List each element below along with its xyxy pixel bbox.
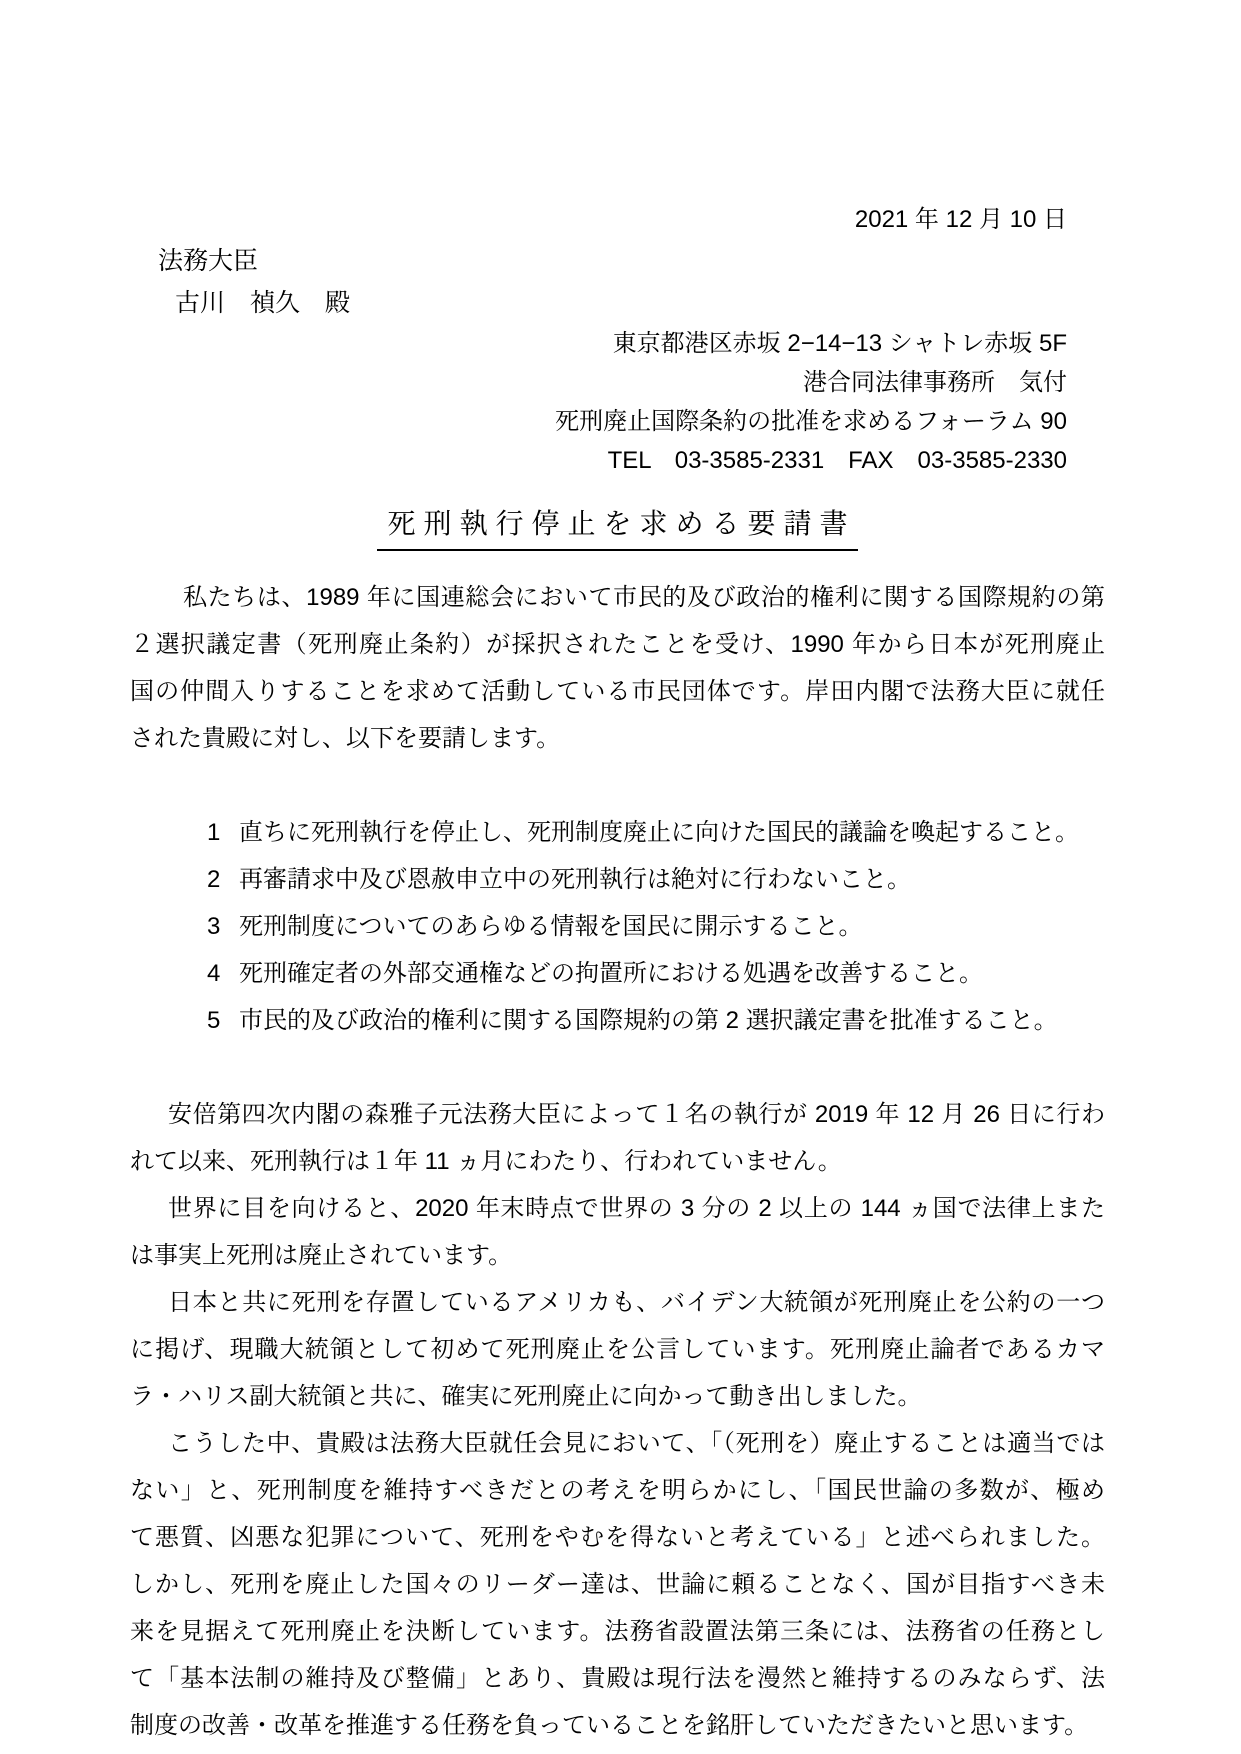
document-title: 死刑執行停止を求める要請書	[377, 504, 857, 551]
paragraph-line: 世界に目を向けると、2020 年末時点で世界の 3 分の 2 以上の 144 ヵ国で法律上また	[168, 1195, 1105, 1222]
sender-line: TEL 03-3585-2331 FAX 03-3585-2330	[607, 447, 1067, 474]
request-item	[130, 809, 1105, 856]
paragraph-line: 日本と共に死刑を存置しているアメリカも、バイデン大統領が死刑廃止を公約の一つ	[168, 1289, 1105, 1316]
paragraph-line: に掲げ、現職大統領として初めて死刑廃止を公言しています。死刑廃止論者であるカマ	[130, 1336, 1105, 1363]
request-text: 直ちに死刑執行を停止し、死刑制度廃止に向けた国民的議論を喚起すること。	[239, 819, 1079, 846]
sender-line: 港合同法律事務所 気付	[803, 369, 1067, 396]
letter-date: 2021 年 12 月 10 日	[854, 206, 1067, 233]
paragraph-line: ラ・ハリス副大統領と共に、確実に死刑廃止に向かって動き出しました。	[130, 1383, 922, 1410]
paragraph-line: ない」と、死刑制度を維持すべきだとの考えを明らかにし、「国民世論の多数が、極め	[130, 1477, 1105, 1504]
request-item	[130, 903, 1105, 950]
paragraph-line: こうした中、貴殿は法務大臣就任会見において、「（死刑を）廃止することは適当では	[168, 1430, 1105, 1457]
paragraph-line: 国の仲間入りすることを求めて活動している市民団体です。岸田内閣で法務大臣に就任	[130, 678, 1105, 705]
request-text: 市民的及び政治的権利に関する国際規約の第 2 選択議定書を批准すること。	[239, 1007, 1058, 1034]
paragraph-line: て「基本法制の維持及び整備」とあり、貴殿は現行法を漫然と維持するのみならず、法	[130, 1665, 1105, 1692]
recipient-name: 古川 禎久 殿	[175, 289, 351, 317]
paragraph-line: て悪質、凶悪な犯罪について、死刑をやむを得ないと考えている」と述べられました。	[130, 1524, 1105, 1551]
paragraph-line: 来を見据えて死刑廃止を決断しています。法務省設置法第三条には、法務省の任務とし	[130, 1618, 1105, 1645]
paragraph-line: された貴殿に対し、以下を要請します。	[130, 725, 561, 752]
sender-line: 東京都港区赤坂 2−14−13 シャトレ赤坂 5F	[612, 330, 1067, 357]
request-number: 2	[207, 866, 221, 893]
request-number: 5	[207, 1007, 221, 1034]
request-item	[130, 950, 1105, 997]
paragraph-executions	[130, 1091, 1105, 1185]
sender-address-block	[130, 324, 1105, 480]
request-text: 死刑制度についてのあらゆる情報を国民に開示すること。	[239, 913, 863, 940]
request-number: 4	[207, 960, 221, 987]
request-item	[130, 997, 1105, 1044]
sender-line: 死刑廃止国際条約の批准を求めるフォーラム 90	[555, 408, 1067, 435]
paragraph-usa	[130, 1279, 1105, 1420]
request-number: 1	[207, 819, 221, 846]
paragraph-line: 安倍第四次内閣の森雅子元法務大臣によって１名の執行が 2019 年 12 月 26 日に行わ	[168, 1101, 1105, 1128]
paragraph-line: 制度の改善・改革を推進する任務を負っていることを銘肝していただきたいと思います。	[130, 1712, 1089, 1739]
blank-line	[130, 1044, 1105, 1091]
recipient-title: 法務大臣	[158, 247, 259, 275]
paragraph-line: は事実上死刑は廃止されています。	[130, 1242, 513, 1269]
request-text: 再審請求中及び恩赦申立中の死刑執行は絶対に行わないこと。	[239, 866, 911, 893]
request-item	[130, 856, 1105, 903]
request-list	[130, 809, 1105, 1044]
blank-line	[130, 762, 1105, 809]
paragraph-intro	[130, 574, 1105, 762]
paragraph-line: しかし、死刑を廃止した国々のリーダー達は、世論に頼ることなく、国が目指すべき未	[130, 1571, 1105, 1598]
paragraph-minister-remarks	[130, 1420, 1105, 1749]
paragraph-line: ２選択議定書（死刑廃止条約）が採択されたことを受け、1990 年から日本が死刑廃止	[130, 631, 1105, 658]
title-row	[130, 504, 1105, 544]
request-number: 3	[207, 913, 221, 940]
paragraph-line: 私たちは、1989 年に国連総会において市民的及び政治的権利に関する国際規約の第	[183, 584, 1105, 611]
request-text: 死刑確定者の外部交通権などの拘置所における処遇を改善すること。	[239, 960, 983, 987]
paragraph-line: れて以来、死刑執行は１年 11 ヵ月にわたり、行われていません。	[130, 1148, 842, 1175]
paragraph-world	[130, 1185, 1105, 1279]
